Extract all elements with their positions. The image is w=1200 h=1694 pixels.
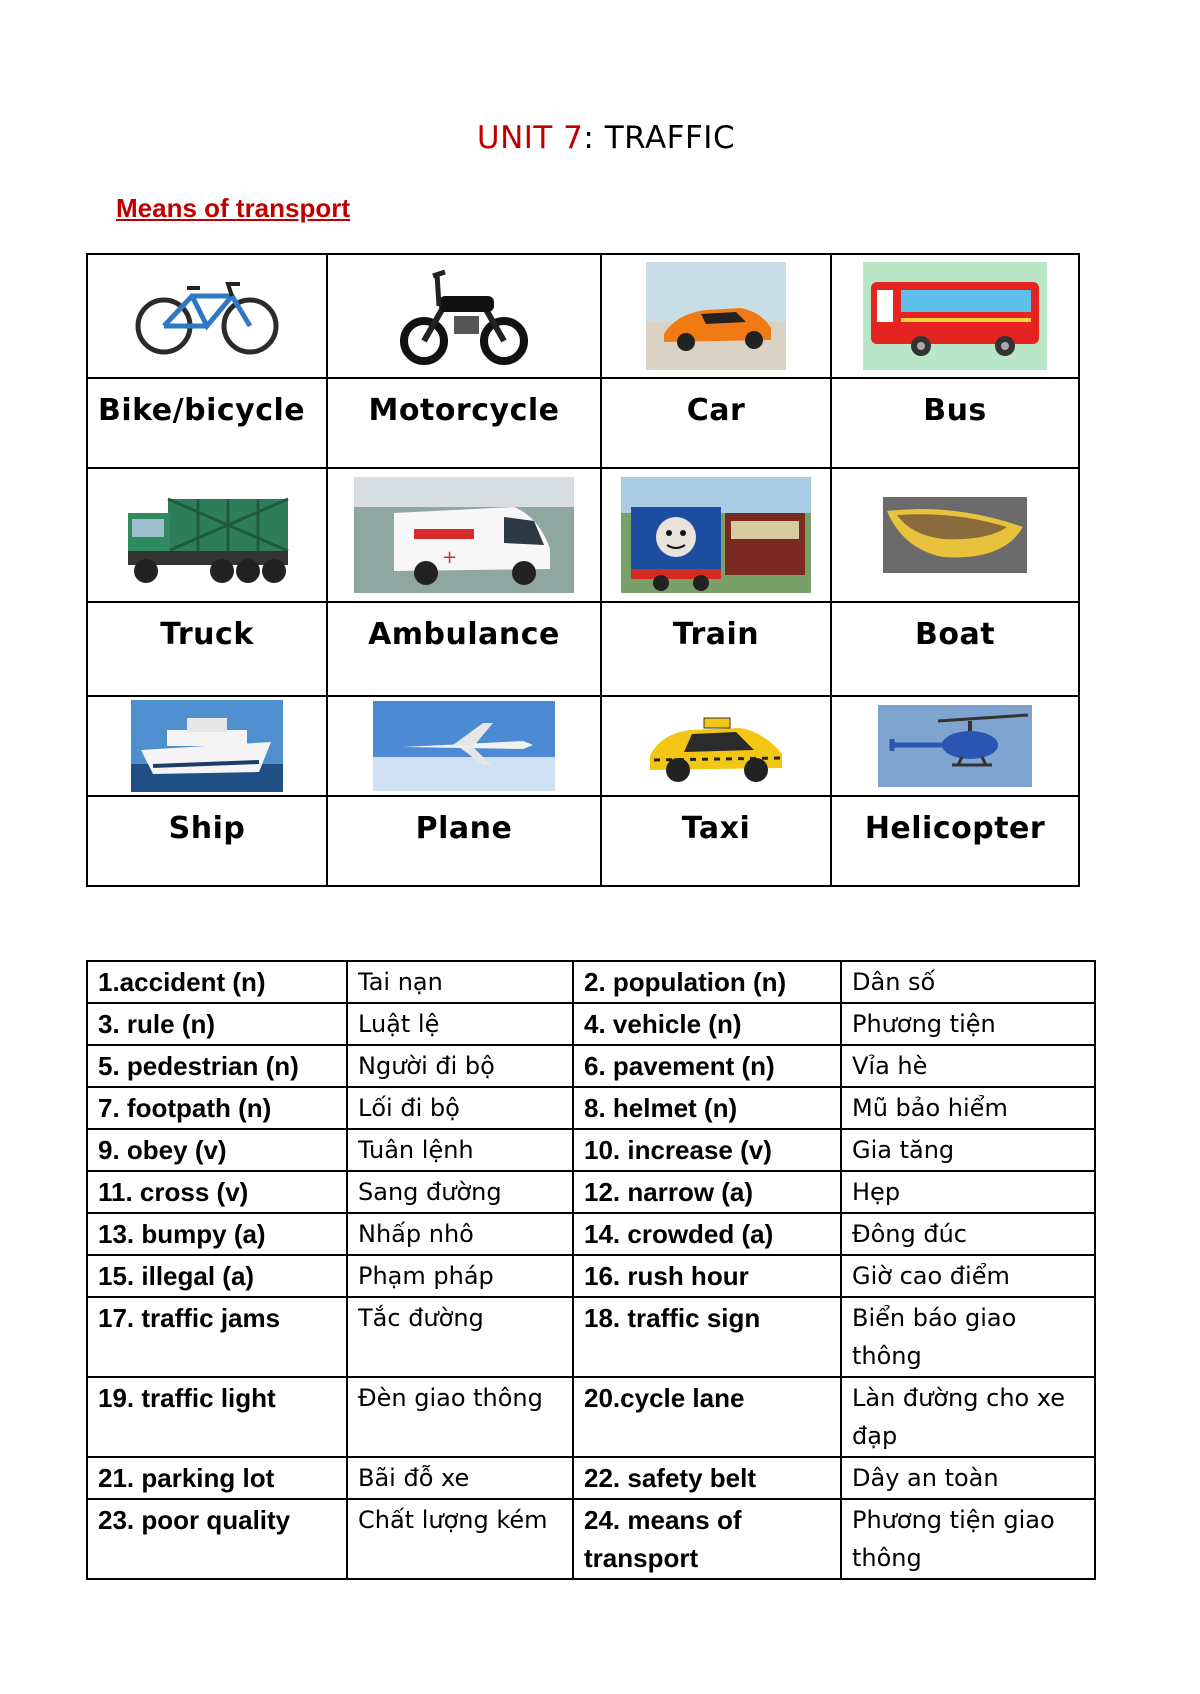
motorcycle-image — [399, 266, 529, 366]
transport-label: Taxi — [601, 796, 831, 886]
vietnamese-meaning: Gia tăng — [841, 1129, 1095, 1171]
table-row — [87, 1377, 1095, 1457]
page-title — [0, 120, 1200, 156]
table-row — [87, 1499, 1095, 1579]
bus-cell — [831, 254, 1079, 378]
vietnamese-meaning: Hẹp — [841, 1171, 1095, 1213]
bus-image — [863, 262, 1047, 370]
bicycle-cell — [87, 254, 327, 378]
english-term: 17. traffic jams — [87, 1297, 347, 1377]
table-row — [87, 1087, 1095, 1129]
english-term: 15. illegal (a) — [87, 1255, 347, 1297]
english-term: 18. traffic sign — [573, 1297, 841, 1377]
table-row — [87, 1045, 1095, 1087]
unit-topic: : TRAFFIC — [583, 120, 736, 156]
english-term: 3. rule (n) — [87, 1003, 347, 1045]
transport-label: Motorcycle — [327, 378, 601, 468]
ambulance-image — [354, 477, 574, 593]
vietnamese-meaning: Tai nạn — [347, 961, 573, 1003]
vietnamese-meaning: Đèn giao thông — [347, 1377, 573, 1457]
car-image — [646, 262, 786, 370]
english-term: 24. means of transport — [573, 1499, 841, 1579]
english-term: 16. rush hour — [573, 1255, 841, 1297]
english-term: 11. cross (v) — [87, 1171, 347, 1213]
table-row — [87, 1213, 1095, 1255]
train-cell — [601, 468, 831, 602]
english-term: 10. increase (v) — [573, 1129, 841, 1171]
truck-image — [122, 479, 292, 591]
transport-label: Bus — [831, 378, 1079, 468]
transport-label: Helicopter — [831, 796, 1079, 886]
section-heading: Means of transport — [116, 193, 351, 223]
vietnamese-meaning: Đông đúc — [841, 1213, 1095, 1255]
transport-label: Car — [601, 378, 831, 468]
table-row — [87, 1129, 1095, 1171]
vietnamese-meaning: Bãi đỗ xe — [347, 1457, 573, 1499]
vietnamese-meaning: Chất lượng kém — [347, 1499, 573, 1579]
vietnamese-meaning: Phạm pháp — [347, 1255, 573, 1297]
truck-cell — [87, 468, 327, 602]
vietnamese-meaning: Phương tiện — [841, 1003, 1095, 1045]
bicycle-image — [132, 276, 282, 356]
vietnamese-meaning: Luật lệ — [347, 1003, 573, 1045]
vietnamese-meaning: Vỉa hè — [841, 1045, 1095, 1087]
table-row — [87, 1457, 1095, 1499]
english-term: 5. pedestrian (n) — [87, 1045, 347, 1087]
taxi-image — [644, 704, 788, 788]
vocabulary-table — [86, 960, 1096, 1580]
unit-number: UNIT 7 — [476, 120, 584, 156]
english-term: 7. footpath (n) — [87, 1087, 347, 1129]
english-term: 1.accident (n) — [87, 961, 347, 1003]
vietnamese-meaning: Lối đi bộ — [347, 1087, 573, 1129]
english-term: 14. crowded (a) — [573, 1213, 841, 1255]
transport-label: Ship — [87, 796, 327, 886]
car-cell — [601, 254, 831, 378]
transport-label: Truck — [87, 602, 327, 696]
plane-image — [373, 701, 555, 791]
table-row — [87, 1297, 1095, 1377]
english-term: 8. helmet (n) — [573, 1087, 841, 1129]
english-term: 22. safety belt — [573, 1457, 841, 1499]
ship-cell — [87, 696, 327, 796]
boat-image — [883, 497, 1027, 573]
vietnamese-meaning: Làn đường cho xe đạp — [841, 1377, 1095, 1457]
helicopter-cell — [831, 696, 1079, 796]
vietnamese-meaning: Biển báo giao thông — [841, 1297, 1095, 1377]
transport-label: Ambulance — [327, 602, 601, 696]
transport-picture-grid — [86, 253, 1080, 887]
table-row — [87, 1003, 1095, 1045]
vietnamese-meaning: Dân số — [841, 961, 1095, 1003]
vietnamese-meaning: Tắc đường — [347, 1297, 573, 1377]
english-term: 2. population (n) — [573, 961, 841, 1003]
taxi-cell — [601, 696, 831, 796]
table-row — [87, 1255, 1095, 1297]
vietnamese-meaning: Giờ cao điểm — [841, 1255, 1095, 1297]
vietnamese-meaning: Mũ bảo hiểm — [841, 1087, 1095, 1129]
svg-text:+: + — [442, 547, 458, 568]
boat-cell — [831, 468, 1079, 602]
transport-label: Boat — [831, 602, 1079, 696]
english-term: 13. bumpy (a) — [87, 1213, 347, 1255]
english-term: 20.cycle lane — [573, 1377, 841, 1457]
vietnamese-meaning: Phương tiện giao thông — [841, 1499, 1095, 1579]
helicopter-image — [878, 705, 1032, 787]
english-term: 4. vehicle (n) — [573, 1003, 841, 1045]
ambulance-cell — [327, 468, 601, 602]
vietnamese-meaning: Nhấp nhô — [347, 1213, 573, 1255]
vietnamese-meaning: Người đi bộ — [347, 1045, 573, 1087]
transport-label: Train — [601, 602, 831, 696]
english-term: 6. pavement (n) — [573, 1045, 841, 1087]
english-term: 12. narrow (a) — [573, 1171, 841, 1213]
english-term: 19. traffic light — [87, 1377, 347, 1457]
transport-label: Bike/bicycle — [87, 378, 327, 468]
vietnamese-meaning: Tuân lệnh — [347, 1129, 573, 1171]
train-image — [621, 477, 811, 593]
table-row — [87, 1171, 1095, 1213]
motorcycle-cell — [327, 254, 601, 378]
transport-label: Plane — [327, 796, 601, 886]
english-term: 21. parking lot — [87, 1457, 347, 1499]
english-term: 23. poor quality — [87, 1499, 347, 1579]
ship-image — [131, 700, 283, 792]
english-term: 9. obey (v) — [87, 1129, 347, 1171]
table-row — [87, 961, 1095, 1003]
plane-cell — [327, 696, 601, 796]
vietnamese-meaning: Sang đường — [347, 1171, 573, 1213]
vietnamese-meaning: Dây an toàn — [841, 1457, 1095, 1499]
